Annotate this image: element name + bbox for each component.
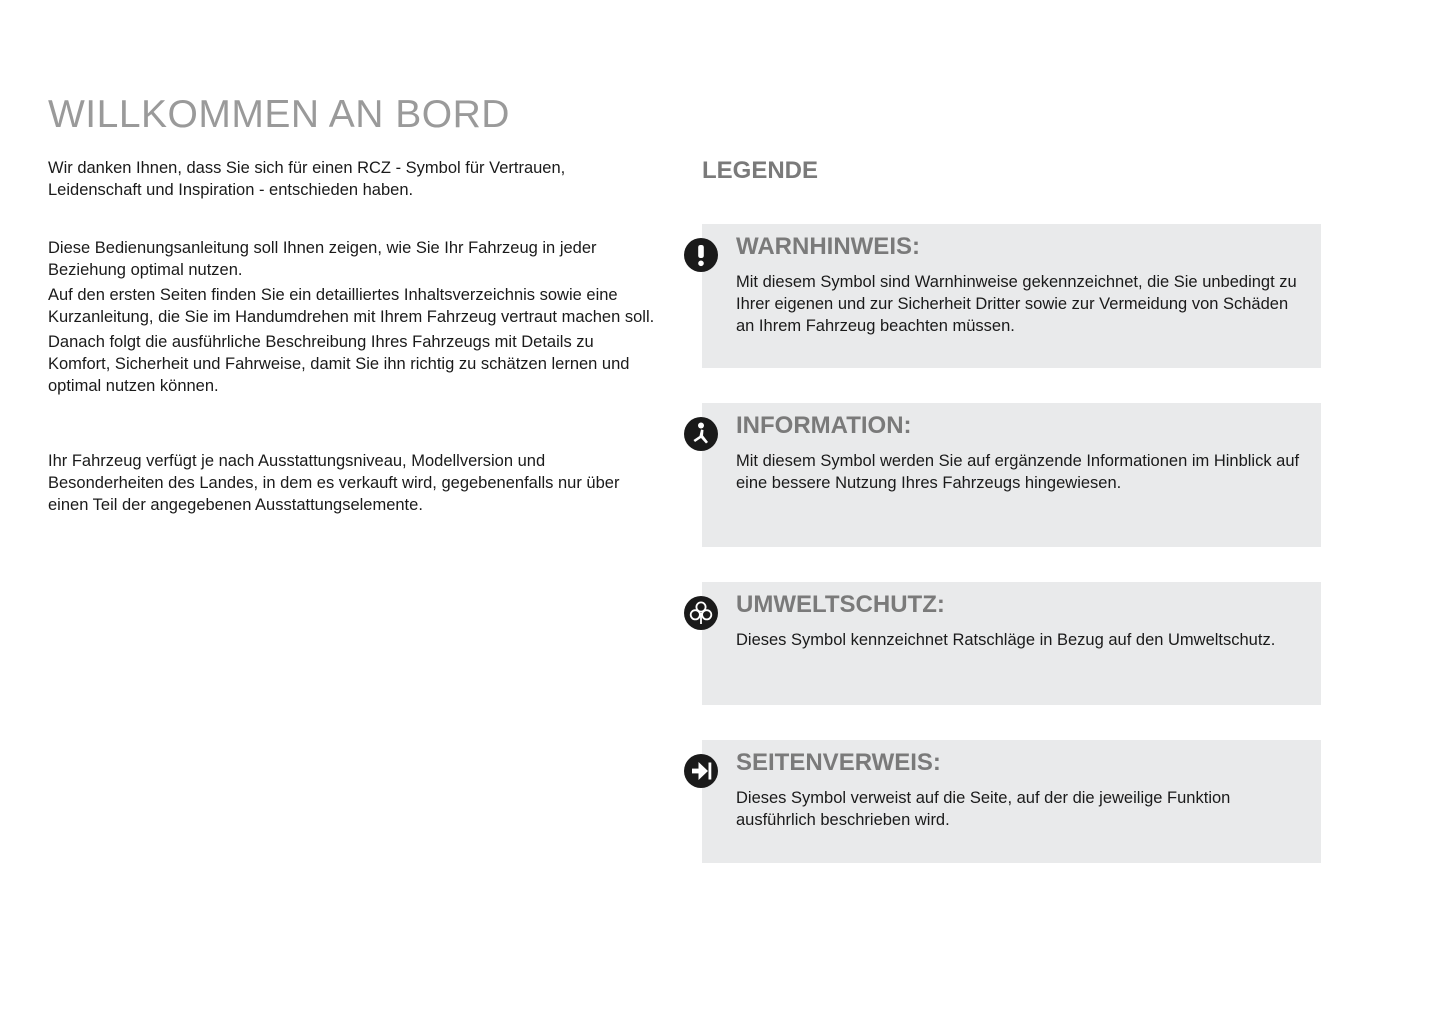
legend-box-information	[702, 403, 1321, 547]
intro-paragraph: Danach folgt die ausführliche Beschreibung Ihres Fahrzeugs mit Details zu Komfort, Sicherheit und Fahrweise, damit Sie ihn richtig zu schätzen lernen und optimal nutzen können.	[48, 333, 630, 395]
legend-box-title: UMWELTSCHUTZ:	[736, 591, 945, 618]
intro-paragraph: Diese Bedienungsanleitung soll Ihnen zeigen, wie Sie Ihr Fahrzeug in jeder Beziehung optimal nutzen.	[48, 239, 597, 279]
warning-icon	[684, 238, 718, 272]
intro-paragraph: Auf den ersten Seiten finden Sie ein detailliertes Inhaltsverzeichnis sowie eine Kurzanleitung, die Sie im Handumdrehen mit Ihrem Fahrzeug vertraut machen soll.	[48, 286, 655, 326]
legend-box-title: SEITENVERWEIS:	[736, 749, 941, 776]
environment-icon	[684, 596, 718, 630]
legend-box-page-reference	[702, 740, 1321, 863]
intro-column	[48, 157, 658, 516]
page-reference-icon	[684, 754, 718, 788]
legend-box-warning	[702, 224, 1321, 368]
legend-box-text: Dieses Symbol kennzeichnet Ratschläge in Bezug auf den Umweltschutz.	[736, 631, 1276, 649]
legend-box-title: WARNHINWEIS:	[736, 233, 920, 260]
information-icon	[684, 417, 718, 451]
intro-paragraph: Wir danken Ihnen, dass Sie sich für einen RCZ - Symbol für Vertrauen, Leidenschaft und Inspiration - entschieden haben.	[48, 159, 566, 199]
legend-title: LEGENDE	[702, 157, 819, 184]
legend-box-environment	[702, 582, 1321, 705]
legend-box-title: INFORMATION:	[736, 412, 912, 439]
legend-box-text: Mit diesem Symbol werden Sie auf ergänzende Informationen im Hinblick auf eine bessere Nutzung Ihres Fahrzeugs hingewiesen.	[736, 452, 1300, 492]
legend-box-text: Dieses Symbol verweist auf die Seite, auf der die jeweilige Funktion ausführlich beschrieben wird.	[736, 789, 1231, 829]
legend-box-text: Mit diesem Symbol sind Warnhinweise gekennzeichnet, die Sie unbedingt zu Ihrer eigenen und zur Sicherheit Dritter sowie zur Vermeidung von Schäden an Ihrem Fahrzeug beachten müssen.	[736, 273, 1297, 335]
page-title: WILLKOMMEN AN BORD	[48, 93, 510, 136]
intro-paragraph: Ihr Fahrzeug verfügt je nach Ausstattungsniveau, Modellversion und Besonderheiten des Landes, in dem es verkauft wird, gegebenenfalls nur über einen Teil der angegebenen Ausstattungselemente.	[48, 452, 620, 514]
